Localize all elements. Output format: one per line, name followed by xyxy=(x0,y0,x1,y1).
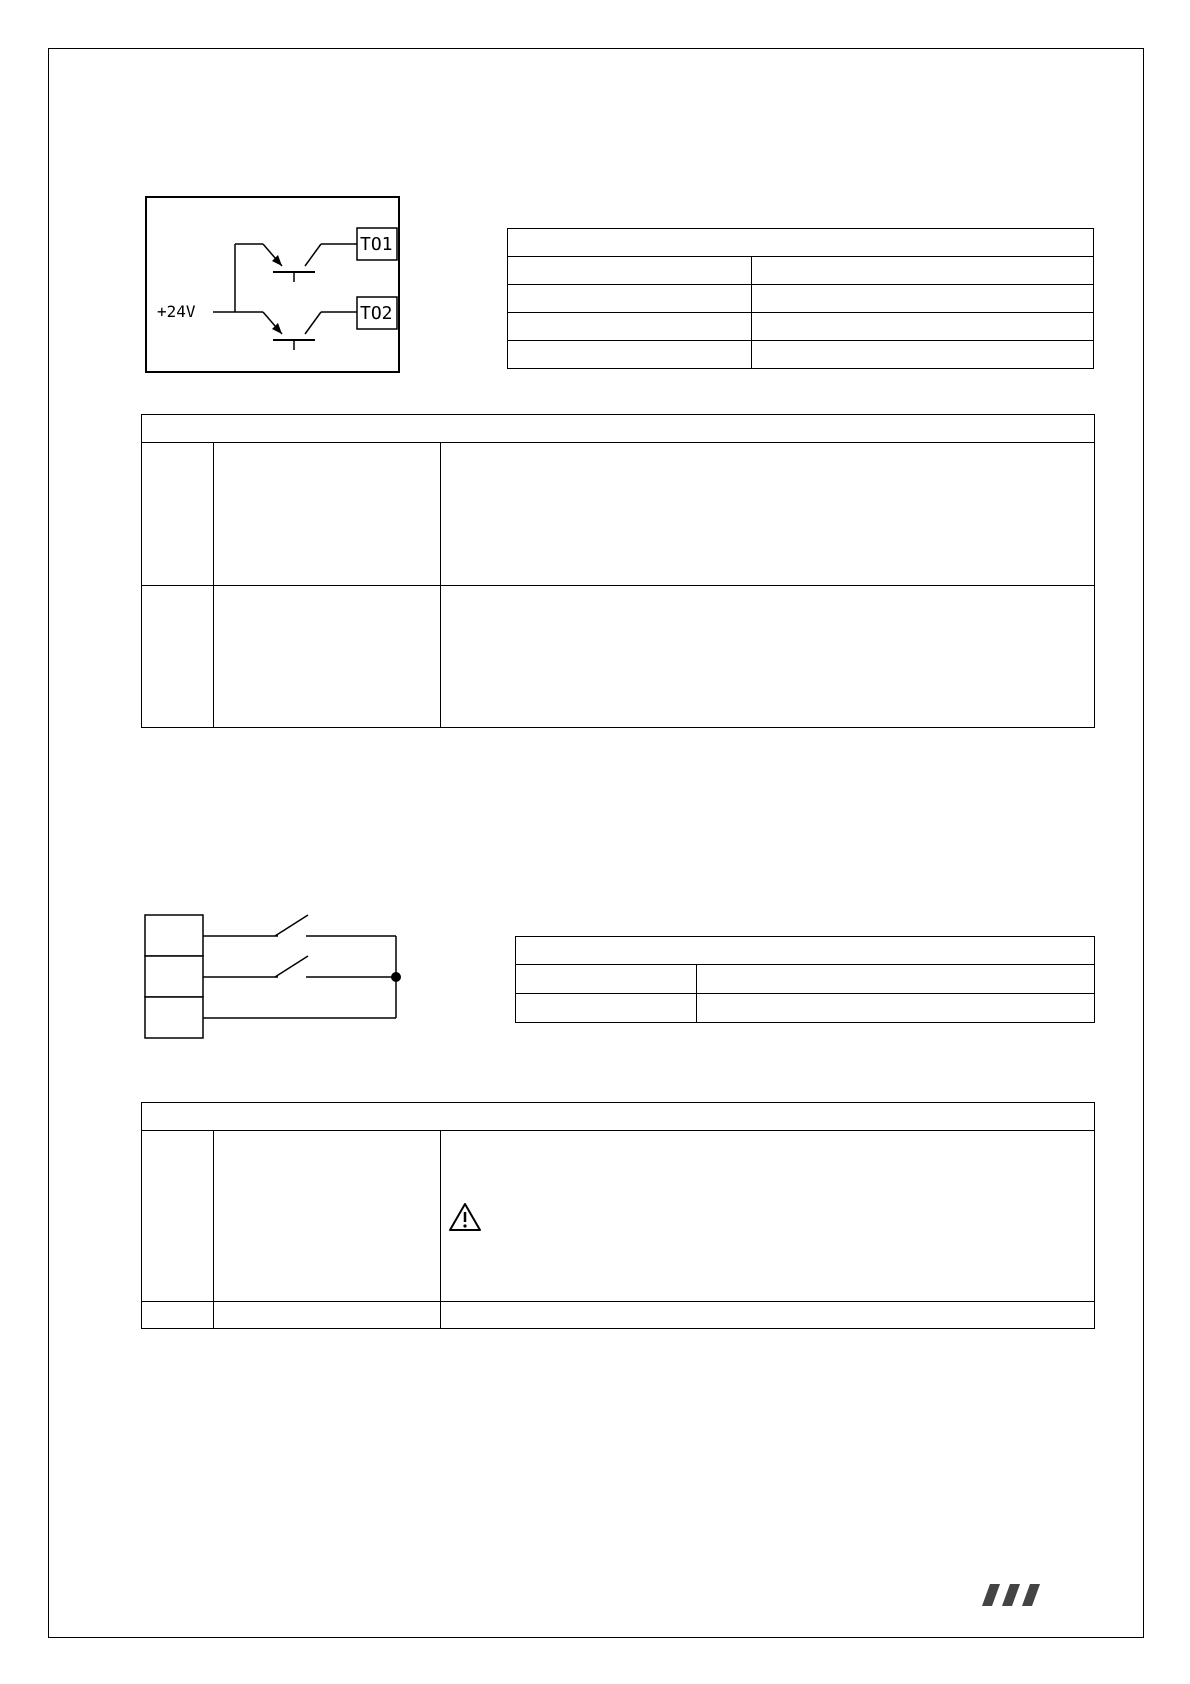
table-row xyxy=(142,1131,1095,1302)
terminal-label-to2: TO2 xyxy=(360,303,393,324)
switch-input-diagram xyxy=(144,904,408,1040)
output-terminal-table xyxy=(141,414,1095,728)
terminal-block-3 xyxy=(145,997,203,1038)
terminal-block-1 xyxy=(145,915,203,956)
table-row xyxy=(508,341,1094,369)
table-row xyxy=(508,257,1094,285)
table-row xyxy=(142,443,1095,586)
brand-logo xyxy=(980,1580,1044,1610)
input-terminal-table xyxy=(141,1102,1095,1329)
output-spec-table xyxy=(507,228,1094,369)
table-row xyxy=(508,285,1094,313)
terminal-block-2 xyxy=(145,956,203,997)
table-header xyxy=(142,415,1095,443)
warning-triangle-icon xyxy=(448,1202,482,1232)
table-row xyxy=(508,313,1094,341)
table-row xyxy=(142,1302,1095,1329)
supply-label: +24V xyxy=(157,302,196,321)
transistor-output-diagram xyxy=(145,196,401,376)
input-spec-table xyxy=(515,936,1095,1023)
table-row xyxy=(516,994,1095,1023)
table-header xyxy=(508,229,1094,257)
table-header xyxy=(516,937,1095,965)
table-row xyxy=(516,965,1095,994)
table-row xyxy=(142,586,1095,728)
terminal-label-to1: TO1 xyxy=(360,234,393,255)
table-header xyxy=(142,1103,1095,1131)
junction-dot xyxy=(391,972,401,982)
